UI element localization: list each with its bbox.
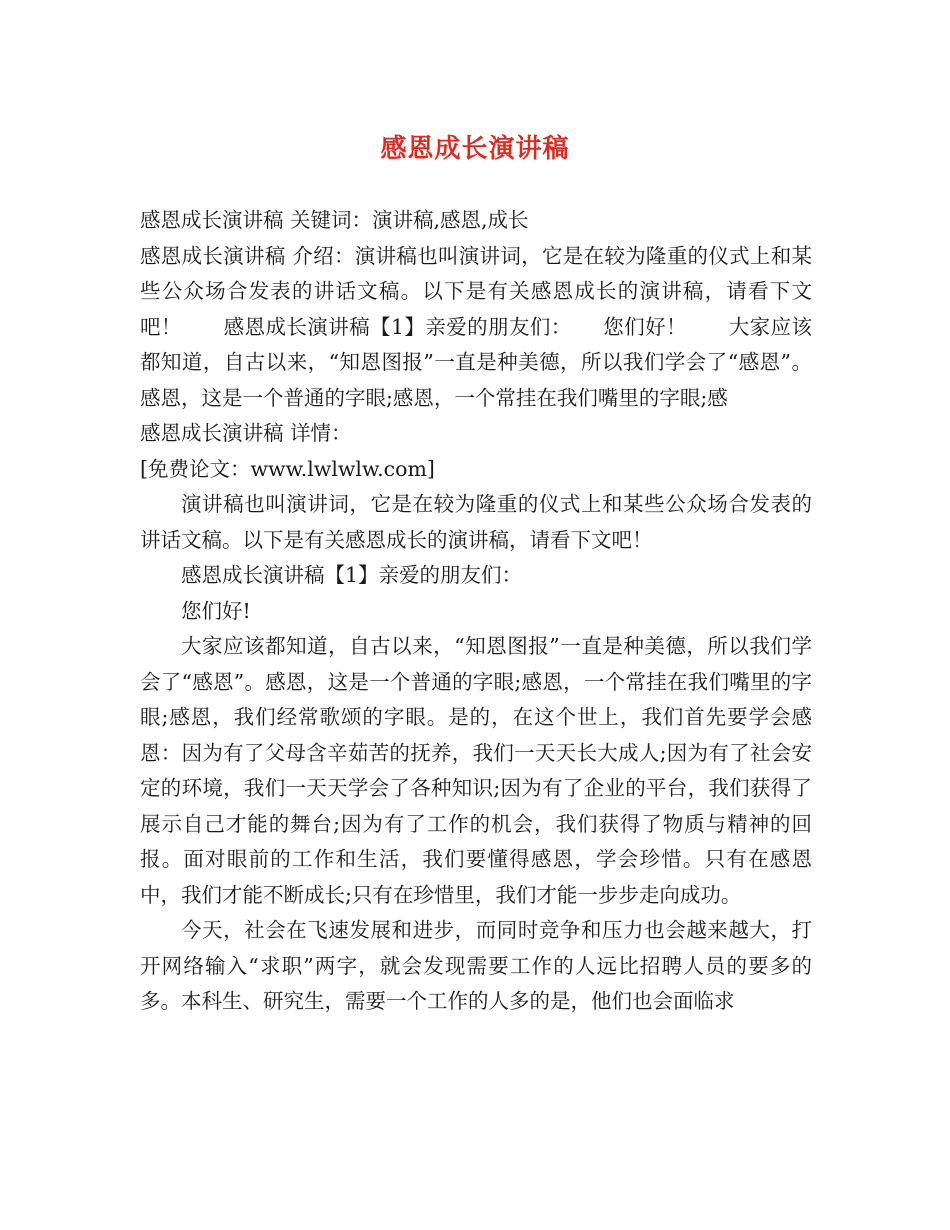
- body-paragraph: 大家应该都知道，自古以来，“知恩图报”一直是种美德，所以我们学会了“感恩”。感恩，这是一个普通的字眼;感恩，一个常挂在我们嘴里的字眼;感恩，我们经常歌颂的字眼。是的，在这个世上，我们首先要学会感恩：因为有了父母含辛茹苦的抚养，我们一天天长大成人;因为有了社会安定的环境，我们一天天学会了各种知识;因为有了企业的平台，我们获得了展示自己才能的舞台;因为有了工作的机会，我们获得了物质与精神的回报。面对眼前的工作和生活，我们要懂得感恩，学会珍惜。只有在感恩中，我们才能不断成长;只有在珍惜里，我们才能一步步走向成功。: [140, 634, 812, 907]
- body-paragraph: 感恩成长演讲稿【1】亲爱的朋友们：: [181, 563, 523, 587]
- document-body: [140, 203, 812, 1020]
- body-paragraph: 今天，社会在飞速发展和进步，而同时竞争和压力也会越来越大，打开网络输入“求职”两字，就会发现需要工作的人远比招聘人员的要多的多。本科生、研究生，需要一个工作的人多的是，他们也会面临求: [140, 918, 812, 1013]
- keywords-line: 感恩成长演讲稿 关键词：演讲稿,感恩,成长: [140, 208, 529, 232]
- body-paragraph: 演讲稿也叫演讲词，它是在较为隆重的仪式上和某些公众场合发表的讲话文稿。以下是有关感恩成长的演讲稿，请看下文吧！: [140, 492, 812, 552]
- details-line: 感恩成长演讲稿 详情：: [140, 421, 352, 445]
- body-paragraph: 您们好!: [181, 598, 251, 623]
- source-line: [免费论文：www.lwlwlw.com]: [140, 456, 435, 481]
- document-title: 感恩成长演讲稿: [380, 134, 570, 164]
- intro-line: 感恩成长演讲稿 介绍：演讲稿也叫演讲词，它是在较为隆重的仪式上和某些公众场合发表的讲话文稿。以下是有关感恩成长的演讲稿，请看下文吧！ 感恩成长演讲稿【1】亲爱的朋友们： 您们好！ 大家应该都知道，自古以来，“知恩图报”一直是种美德，所以我们学会了“感恩”。感恩，这是一个普通的字眼;感恩，一个常挂在我们嘴里的字眼;感: [140, 243, 812, 410]
